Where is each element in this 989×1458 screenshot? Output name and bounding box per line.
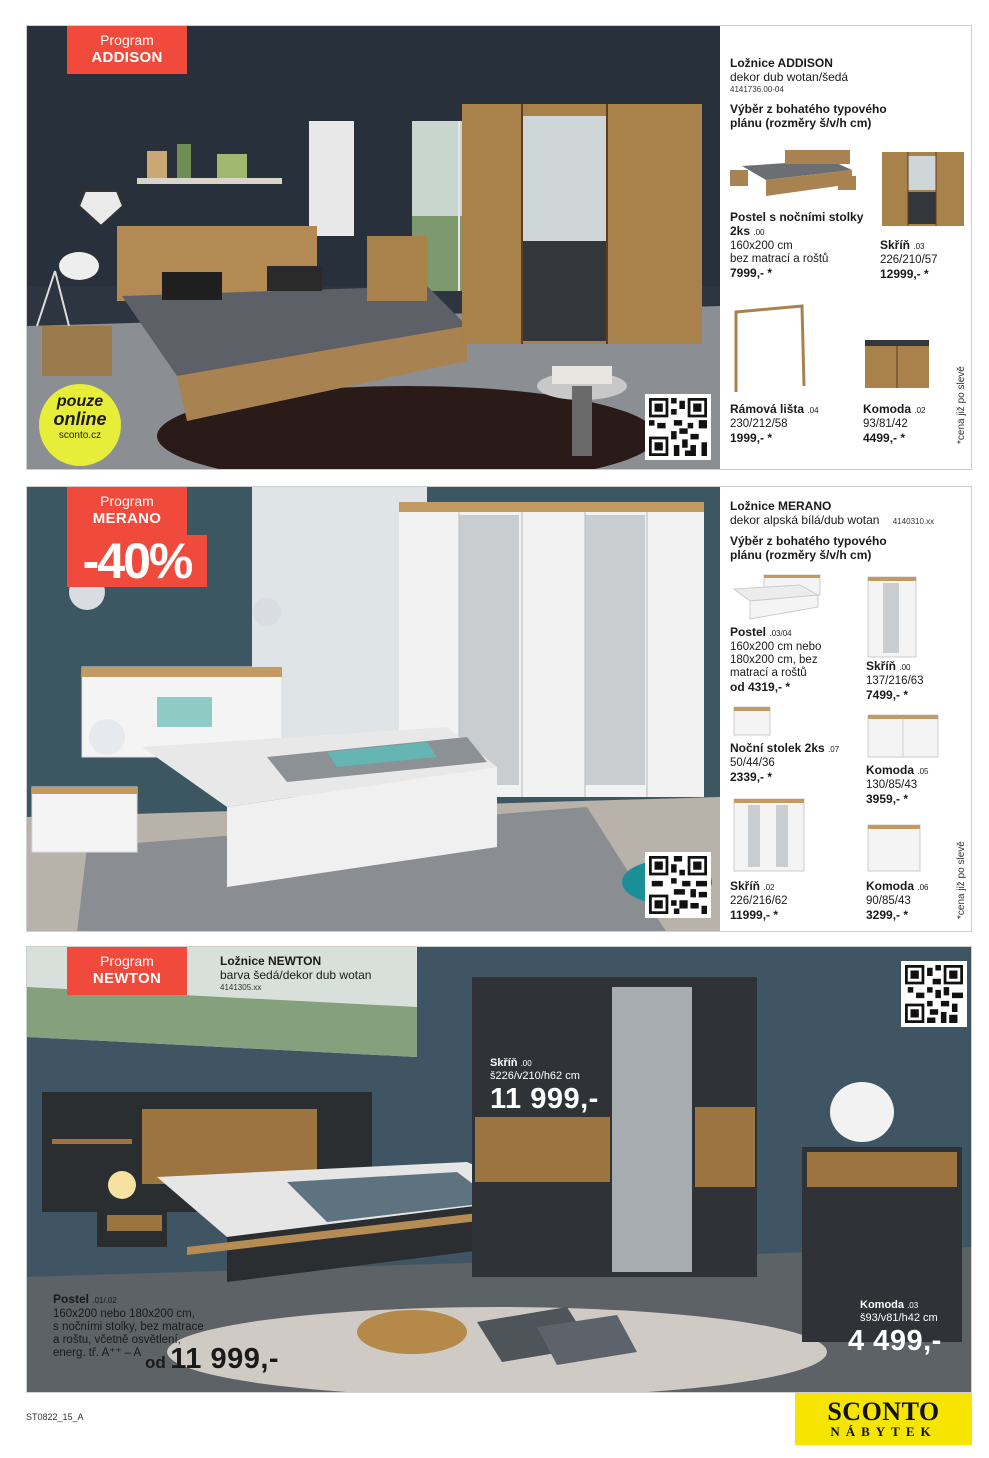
product-desc-line4: energ. tř. A⁺⁺ – A — [53, 1347, 142, 1359]
newton-heading — [220, 954, 371, 994]
price-note: *cena již po slevě — [956, 366, 967, 444]
product-name — [866, 659, 961, 675]
product-desc-line1: 160x200 nebo 180x200 cm, — [53, 1308, 195, 1320]
product-price: 4499,- * — [863, 431, 906, 445]
addison-info — [720, 26, 972, 469]
discount-badge: -40% — [67, 535, 207, 587]
product-name-text: Skříň — [866, 659, 897, 673]
product-code: .03/04 — [769, 629, 792, 638]
merano-product-nightstand — [730, 741, 865, 784]
product-price: od 4319,- * — [730, 680, 791, 694]
merano-panel — [26, 486, 972, 932]
program-tag-label: Program — [100, 953, 154, 969]
product-dims: 130/85/43 — [866, 779, 918, 791]
newton-title: Ložnice NEWTON — [220, 954, 322, 968]
product-price: 3959,- * — [866, 792, 909, 806]
program-tag-name: NEWTON — [92, 970, 162, 987]
product-price: 12999,- * — [880, 267, 929, 281]
bed-thumbnail — [730, 148, 858, 200]
addison-photo — [27, 26, 720, 469]
product-dims: š226/v210/h62 cm — [490, 1070, 580, 1082]
product-code: .06 — [917, 883, 929, 892]
frame-trim-thumbnail — [732, 302, 808, 394]
merano-info — [720, 487, 972, 931]
product-name — [490, 1057, 599, 1070]
product-price: 4 499,- — [848, 1325, 942, 1357]
product-name — [863, 402, 953, 418]
product-price: 2339,- * — [730, 770, 773, 784]
newton-chest-offer — [848, 1299, 942, 1357]
product-code: .00 — [899, 663, 911, 672]
wardrobe-large-thumbnail — [732, 797, 806, 873]
product-extra: bez matrací a roštů — [730, 253, 829, 265]
product-name — [866, 879, 961, 895]
product-code: .02 — [914, 406, 926, 415]
product-dims: 160x200 cm — [730, 240, 793, 252]
addison-product-chest — [863, 402, 953, 445]
addison-product-bed — [730, 210, 870, 280]
product-dims: 226/210/57 — [880, 254, 938, 266]
qr-code-icon — [905, 965, 963, 1023]
product-dims: 160x200 cm nebo 180x200 cm, bez matrací a roštů — [730, 641, 822, 679]
addison-product-wardrobe — [880, 238, 970, 281]
product-name — [866, 763, 961, 779]
product-code: .03 — [907, 1301, 919, 1310]
qr-code-icon — [649, 856, 707, 914]
product-name-text: Skříň — [490, 1057, 518, 1069]
addison-qr-code[interactable] — [645, 394, 711, 460]
merano-product-bed — [730, 625, 865, 694]
badge-line3: sconto.cz — [58, 430, 102, 441]
qr-code-icon — [649, 398, 707, 456]
newton-program-tag — [67, 947, 187, 995]
online-only-badge — [39, 384, 121, 466]
merano-product-chest-small — [866, 879, 961, 922]
badge-line1: pouze — [56, 393, 104, 410]
product-dims: 230/212/58 — [730, 418, 788, 430]
product-name — [730, 879, 850, 895]
product-name — [730, 741, 865, 757]
newton-qr-code[interactable] — [901, 961, 967, 1027]
merano-qr-code[interactable] — [645, 852, 711, 918]
product-name — [53, 1292, 204, 1308]
addison-bedroom-illustration — [27, 26, 720, 469]
product-name-text: Skříň — [730, 879, 761, 893]
product-code: .02 — [763, 883, 775, 892]
product-name — [730, 402, 850, 418]
brand-sub: NÁBYTEK — [830, 1424, 937, 1439]
page-code: ST0822_15_A — [26, 1412, 84, 1422]
price-prefix: od — [145, 1353, 166, 1372]
chest-small-thumbnail — [866, 823, 922, 873]
product-dims: 93/81/42 — [863, 418, 908, 430]
product-dims: 90/85/43 — [866, 895, 911, 907]
newton-panel — [26, 946, 972, 1393]
merano-code: 4140310.xx — [892, 517, 935, 526]
newton-decor: barva šedá/dekor dub wotan — [220, 968, 372, 982]
product-code: .04 — [807, 406, 819, 415]
product-dims: 50/44/36 — [730, 757, 775, 769]
addison-program-tag — [67, 26, 187, 74]
product-price: 11999,- * — [730, 908, 779, 922]
product-name-text: Postel — [730, 625, 767, 639]
merano-hint: Výběr z bohatého typového plánu (rozměry š/v/h cm) — [730, 534, 887, 562]
merano-title: Ložnice MERANO — [730, 499, 832, 513]
product-dims: 226/216/62 — [730, 895, 788, 907]
addison-decor: dekor dub wotan/šedá — [730, 70, 849, 84]
product-dims: 137/216/63 — [866, 675, 924, 687]
product-name-text: Postel — [53, 1292, 90, 1306]
product-price: 11 999,- — [490, 1083, 599, 1115]
wardrobe-thumbnail — [866, 575, 918, 659]
product-name-text: Komoda — [863, 402, 911, 416]
merano-decor: dekor alpská bílá/dub wotan — [730, 513, 880, 527]
wardrobe-thumbnail — [880, 150, 966, 228]
nightstand-thumbnail — [732, 705, 772, 737]
product-name — [880, 238, 970, 254]
program-tag-label: Program — [100, 493, 154, 509]
program-tag-label: Program — [100, 32, 154, 48]
badge-line2: online — [53, 409, 107, 429]
product-dims: š93/v81/h42 cm — [860, 1312, 938, 1324]
merano-decor-row — [730, 513, 963, 528]
newton-photo — [27, 947, 972, 1392]
product-price: 7999,- * — [730, 266, 773, 280]
product-code: .07 — [828, 745, 840, 754]
product-code: .03 — [913, 242, 925, 251]
merano-product-chest — [866, 763, 961, 806]
product-name-text: Rámová lišta — [730, 402, 805, 416]
price-note: *cena již po slevě — [956, 841, 967, 919]
newton-wardrobe-offer — [490, 1057, 599, 1115]
chest-thumbnail — [863, 338, 931, 390]
product-name-text: Komoda — [866, 763, 914, 777]
product-name-text: Skříň — [880, 238, 911, 252]
addison-product-frame-trim — [730, 402, 850, 445]
product-code: .01/.02 — [92, 1296, 117, 1305]
addison-title: Ložnice ADDISON — [730, 56, 833, 70]
product-code: .00 — [520, 1059, 532, 1068]
product-name-text: Komoda — [866, 879, 914, 893]
product-code: .00 — [753, 228, 765, 237]
product-price: 1999,- * — [730, 431, 773, 445]
product-price: 3299,- * — [866, 908, 909, 922]
program-tag-name: MERANO — [92, 510, 162, 527]
chest-thumbnail — [866, 713, 940, 759]
addison-hint: Výběr z bohatého typového plánu (rozměry š/v/h cm) — [730, 102, 887, 130]
merano-product-wardrobe-large — [730, 879, 850, 922]
sconto-logo — [795, 1393, 972, 1445]
product-price: 7499,- * — [866, 688, 909, 702]
newton-bed-price — [145, 1343, 279, 1376]
product-name — [730, 625, 865, 641]
brand-name: SCONTO — [827, 1397, 940, 1426]
newton-code: 4141305.xx — [220, 983, 262, 992]
product-name — [860, 1299, 942, 1312]
program-tag-name: ADDISON — [91, 49, 163, 66]
addison-panel — [26, 25, 972, 470]
product-name-text: Postel s nočními stolky 2ks — [730, 210, 864, 238]
product-code: .05 — [917, 767, 929, 776]
product-price: 11 999,- — [170, 1343, 280, 1375]
product-name — [730, 210, 870, 240]
product-name-text: Komoda — [860, 1299, 904, 1311]
merano-photo — [27, 487, 720, 931]
addison-code: 4141736.00-04 — [730, 85, 784, 94]
product-desc-line3: a roštu, včetně osvětlení, — [53, 1334, 181, 1346]
product-desc-line2: s nočními stolky, bez matrace — [53, 1321, 204, 1333]
merano-product-wardrobe — [866, 659, 961, 702]
product-name-text: Noční stolek 2ks — [730, 741, 825, 755]
bed-thumbnail — [730, 573, 822, 623]
